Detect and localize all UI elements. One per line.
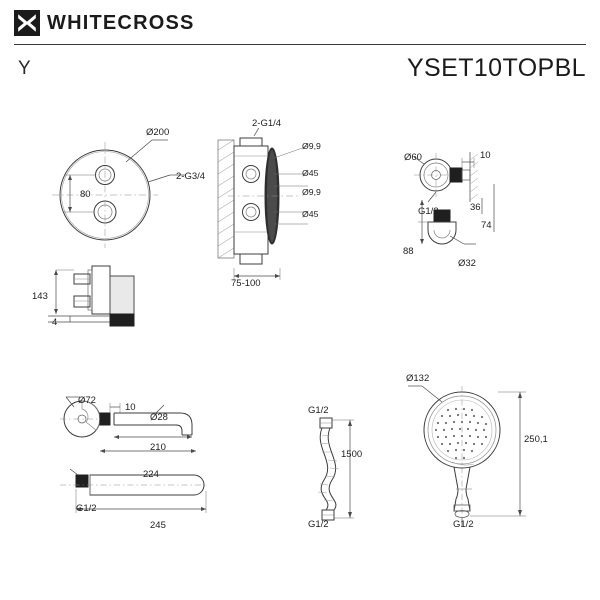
dim-label-88: 88 <box>403 246 414 257</box>
model-letter: Y <box>18 58 31 79</box>
dim-label-d99-bottom: Ø9,9 <box>302 187 321 197</box>
dim-label-d72: Ø72 <box>78 395 96 406</box>
model-code: YSET10TOPBL <box>406 54 586 82</box>
dim-label-224: 224 <box>143 469 159 480</box>
brand-logo <box>14 10 195 36</box>
dim-label-10-outlet: 10 <box>480 150 491 161</box>
concealed-body-section-view <box>214 128 334 288</box>
dim-label-36: 36 <box>470 202 481 213</box>
dim-label-10-spout: 10 <box>125 402 136 413</box>
x-cross-logo-icon <box>14 10 40 36</box>
dim-label-g12-head: G1/2 <box>453 519 474 530</box>
dim-label-d45-top: Ø45 <box>302 168 319 178</box>
dim-label-d32: Ø32 <box>458 258 476 269</box>
dim-label-80: 80 <box>80 189 91 200</box>
shower-hose <box>306 400 376 530</box>
dim-label-143: 143 <box>32 291 48 302</box>
dim-label-245: 245 <box>150 520 166 531</box>
thermostatic-mixer-front-view <box>40 120 220 260</box>
dim-label-g12-outlet: G1/2 <box>418 206 439 217</box>
mixer-side-view <box>48 256 178 346</box>
dim-label-g12-hose-top: G1/2 <box>308 405 329 416</box>
dim-label-d45-bottom: Ø45 <box>302 209 319 219</box>
dim-label-4: 4 <box>52 317 58 328</box>
dim-label-d200: Ø200 <box>146 127 170 138</box>
dim-label-g12-spout: G1/2 <box>76 503 97 514</box>
dim-label-d132: Ø132 <box>406 373 430 384</box>
dim-label-d60: Ø60 <box>404 152 422 163</box>
dim-label-2g34: 2-G3/4 <box>176 171 206 182</box>
dim-label-250-1: 250,1 <box>524 434 548 445</box>
dim-label-75-100: 75-100 <box>231 278 261 289</box>
dim-label-2g14: 2-G1/4 <box>252 118 282 129</box>
header-divider <box>14 44 586 45</box>
dim-label-210: 210 <box>150 442 166 453</box>
dim-label-g12-hose-bottom: G1/2 <box>308 519 329 530</box>
hand-shower-head <box>400 378 550 538</box>
dim-label-d28: Ø28 <box>150 412 168 423</box>
dim-label-1500: 1500 <box>341 449 363 460</box>
dim-label-d99-top: Ø9,9 <box>302 141 321 151</box>
dim-label-74: 74 <box>481 220 492 231</box>
brand-name: WHITECROSS <box>47 11 195 34</box>
